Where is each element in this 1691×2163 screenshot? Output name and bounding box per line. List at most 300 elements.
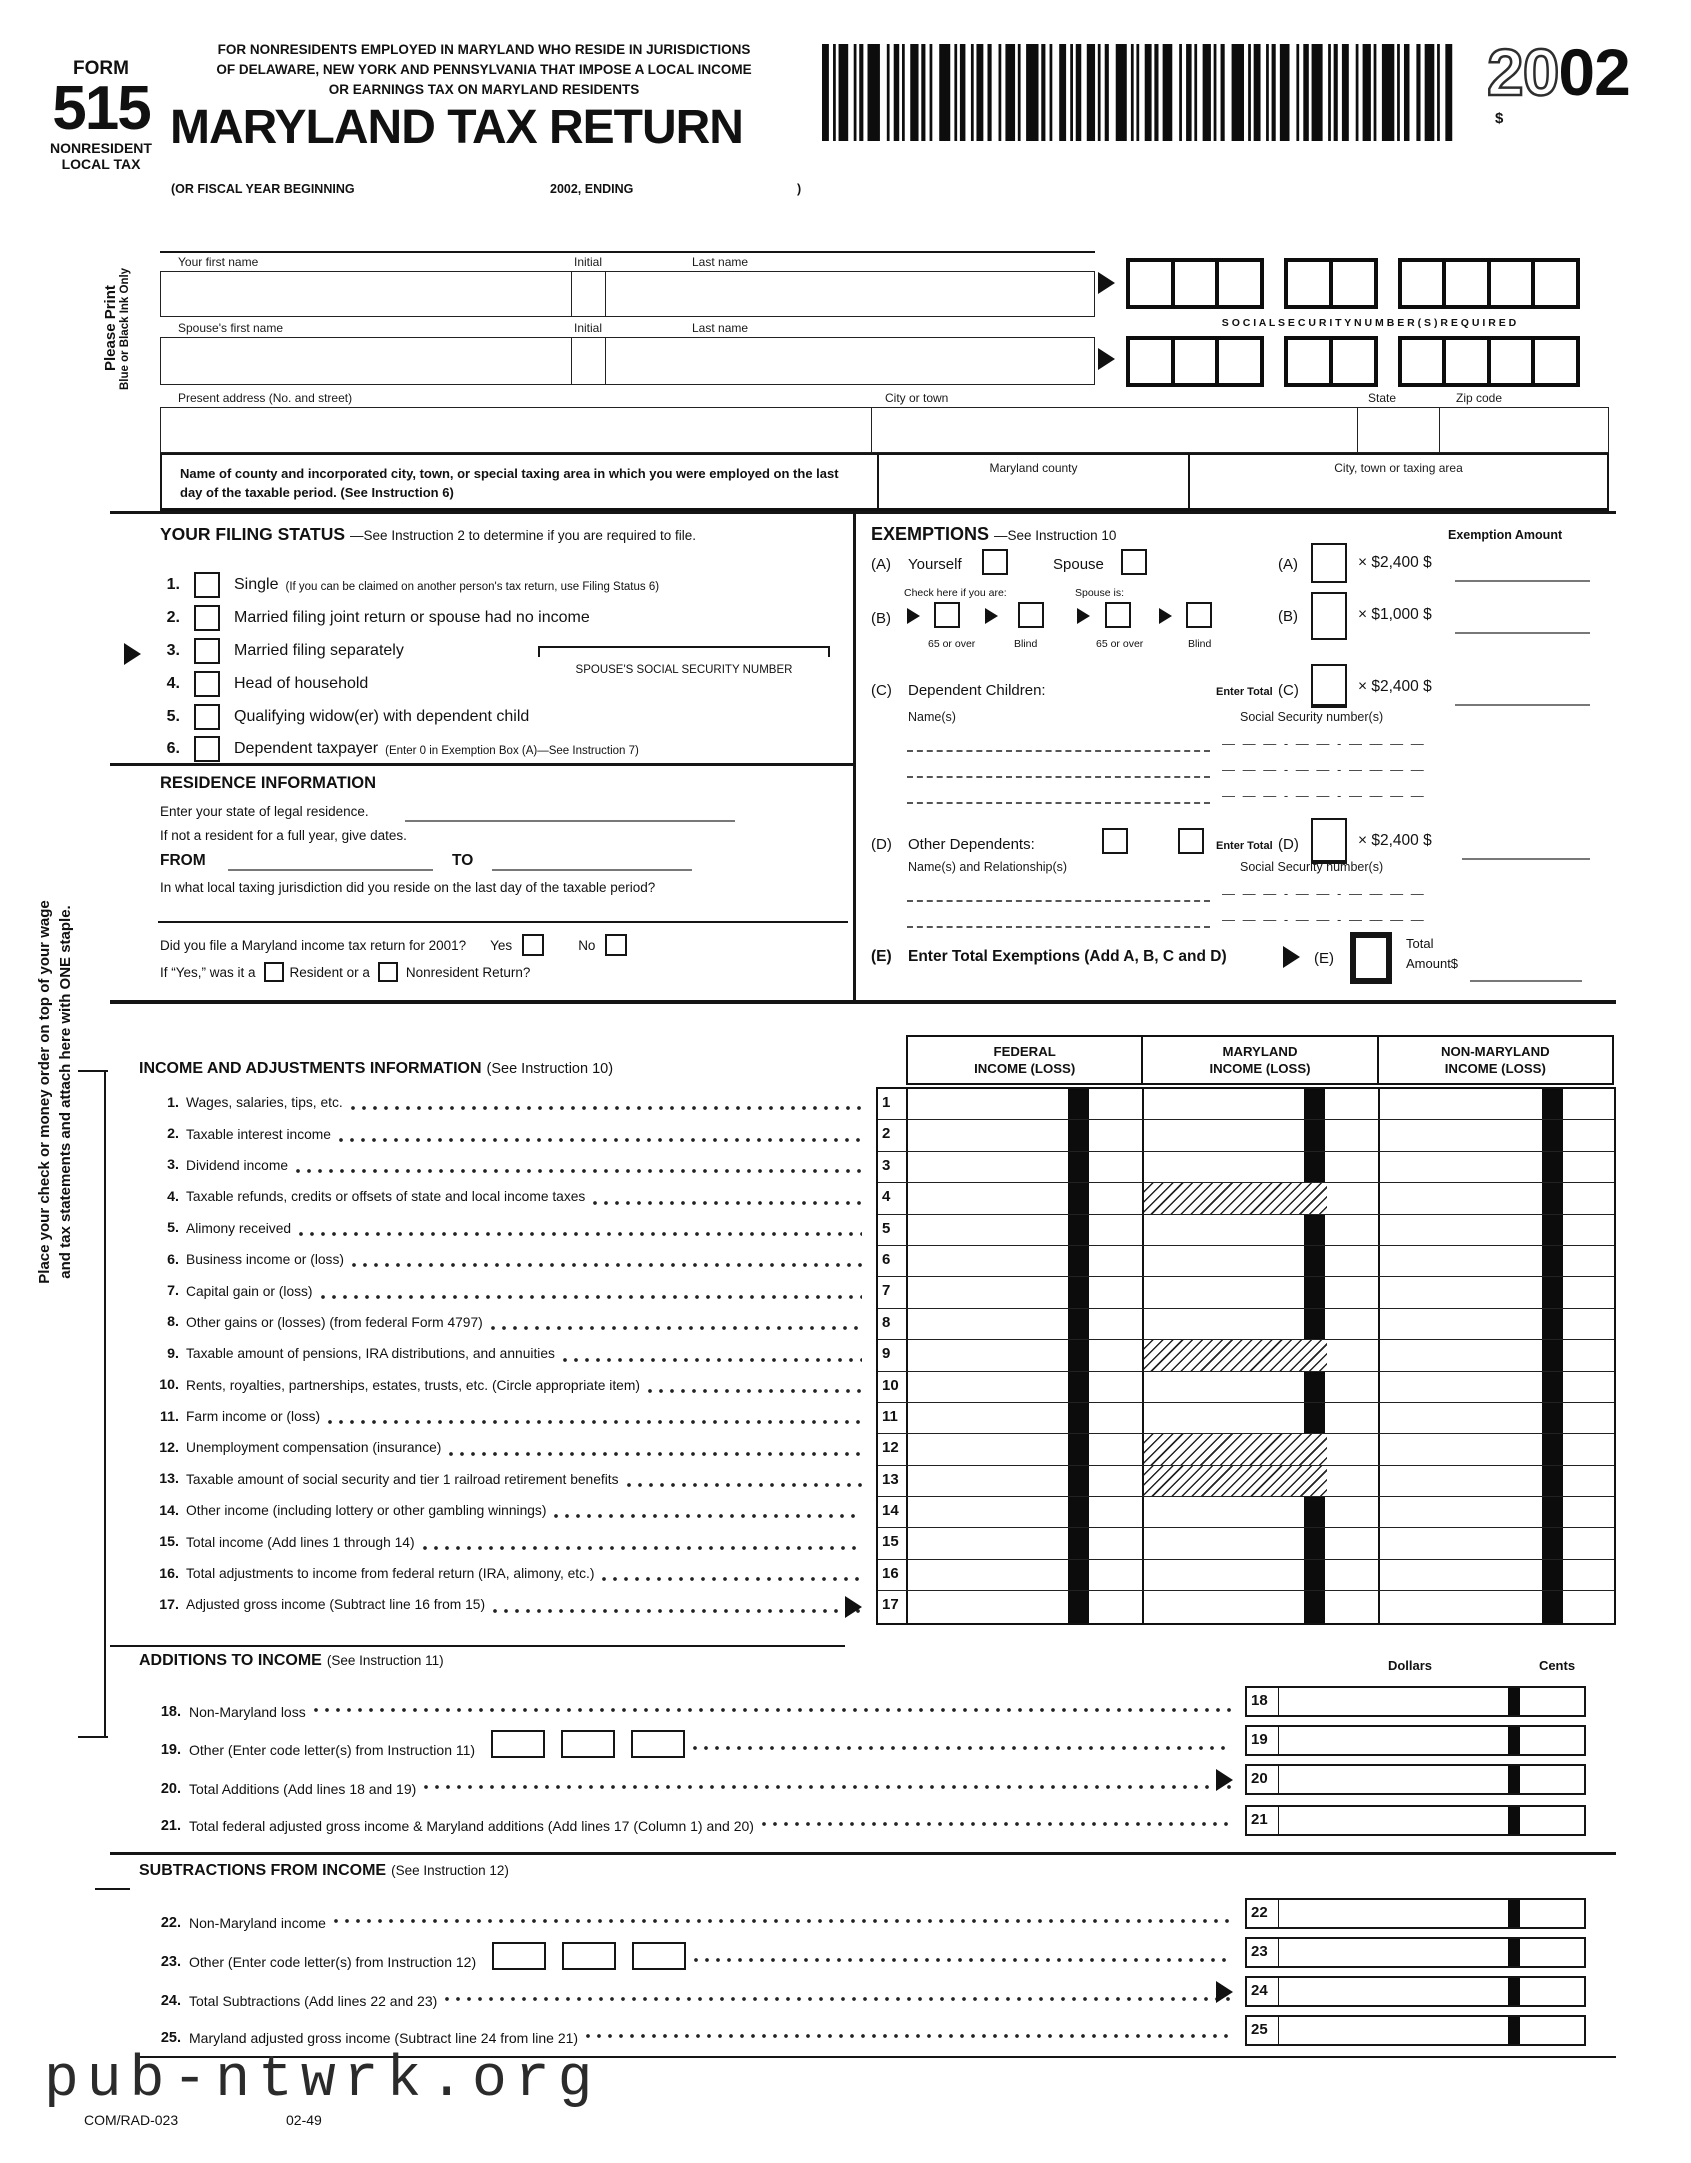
other-dependent-ssn-field[interactable]: — — — - — — - — — — — (1222, 886, 1426, 901)
dollars-field[interactable] (908, 1372, 1068, 1402)
exemptions-title-row (871, 524, 1116, 545)
filed-yes-checkbox[interactable] (522, 934, 544, 956)
dotted-leader (627, 1482, 862, 1488)
exemption-c-multiplier: × $2,400 $ (1358, 678, 1432, 695)
dollars-field[interactable] (1279, 1727, 1508, 1754)
cents-field[interactable] (1089, 1434, 1142, 1464)
ssn-digit-box-taxpayer[interactable] (1284, 258, 1333, 309)
cents-field[interactable] (1325, 1560, 1378, 1590)
exemption-d-amount-field[interactable] (1462, 840, 1590, 860)
dotted-leader (328, 1419, 862, 1425)
cents-field[interactable] (1563, 1309, 1616, 1339)
cents-field[interactable] (1327, 1340, 1380, 1370)
filed-no-checkbox[interactable] (605, 934, 627, 956)
ssn-group (1398, 258, 1581, 309)
dollars-field[interactable] (1144, 1120, 1304, 1150)
line-number: 9. (167, 1345, 179, 1362)
dollars-field[interactable] (1380, 1560, 1542, 1590)
cents-field[interactable] (1325, 1246, 1378, 1276)
filing-item-note: (If you can be claimed on another person's tax return, use Filing Status 6) (285, 581, 660, 593)
dollars-field[interactable] (1279, 1766, 1508, 1793)
other-dependent-ssn-field[interactable]: — — — - — — - — — — — (1222, 912, 1426, 927)
county-row (160, 453, 1609, 511)
cents-divider (1068, 1277, 1089, 1307)
additions-title: ADDITIONS TO INCOME (139, 1652, 322, 1669)
cents-field[interactable] (1325, 1120, 1378, 1150)
subtractions-subtitle: (See Instruction 12) (391, 1863, 509, 1878)
spouse-last-name-field[interactable] (606, 338, 1094, 384)
ssn-group (1284, 336, 1378, 387)
dollars-field[interactable] (1144, 1560, 1304, 1590)
dollars-field[interactable] (1144, 1089, 1304, 1119)
filing-item-number: 6. (166, 740, 180, 757)
filing-status-checkbox-3[interactable] (194, 638, 220, 664)
dependent-ssn-field[interactable]: — — — - — — - — — — — (1222, 788, 1426, 803)
dollars-field[interactable] (1279, 1900, 1508, 1927)
cents-field[interactable] (1089, 1120, 1142, 1150)
cents-field[interactable] (1089, 1340, 1142, 1370)
line-22-amount-row (1245, 1898, 1586, 1929)
cents-divider (1068, 1309, 1089, 1339)
spouse-name-row (160, 337, 1095, 385)
dollars-field[interactable] (908, 1120, 1068, 1150)
cents-field[interactable] (1325, 1152, 1378, 1182)
income-cell-nonmaryland (1380, 1466, 1616, 1496)
filing-status-subtitle: —See Instruction 2 to determine if you are required to file. (350, 528, 696, 543)
income-cell-maryland (1144, 1120, 1380, 1150)
legal-residence-field[interactable] (405, 804, 735, 822)
line-label: Non-Maryland loss (189, 1704, 306, 1720)
ssn-digit-box-spouse[interactable] (1171, 336, 1220, 387)
income-title: INCOME AND ADJUSTMENTS INFORMATION (139, 1060, 482, 1077)
exemption-d-count-box[interactable] (1311, 818, 1347, 864)
cents-field[interactable] (1563, 1591, 1616, 1622)
dollars-field[interactable] (1380, 1215, 1542, 1245)
line-label: Other (Enter code letter(s) from Instruction 12) (189, 1954, 477, 1970)
fiscal-close-paren: ) (797, 182, 802, 196)
state-field[interactable] (1357, 408, 1439, 452)
not-full-year-label: If not a resident for a full year, give dates. (160, 828, 407, 843)
ssn-digit-box-taxpayer[interactable] (1442, 258, 1491, 309)
cents-field[interactable] (1563, 1246, 1616, 1276)
dollars-field[interactable] (908, 1309, 1068, 1339)
you-blind-checkbox[interactable] (1018, 602, 1044, 628)
nonresident-return-label: Nonresident Return? (405, 964, 531, 980)
cents-divider (1542, 1340, 1563, 1370)
cents-field[interactable] (1089, 1183, 1142, 1213)
cents-field[interactable] (1520, 2017, 1584, 2044)
dollars-field[interactable] (908, 1528, 1068, 1558)
filing-status-checkbox-6[interactable] (194, 736, 220, 762)
dollars-field[interactable] (1144, 1528, 1304, 1558)
ssn-digit-box-spouse[interactable] (1215, 336, 1264, 387)
dollars-field[interactable] (1279, 1939, 1508, 1966)
dollars-field[interactable] (1380, 1089, 1542, 1119)
line-label: Capital gain or (loss) (186, 1283, 313, 1299)
you-65-checkbox[interactable] (934, 602, 960, 628)
ssn-digit-box-spouse[interactable] (1284, 336, 1333, 387)
spouse-checkbox[interactable] (1121, 549, 1147, 575)
cents-field[interactable] (1089, 1152, 1142, 1182)
code-letter-box[interactable] (562, 1942, 616, 1970)
dollars-field[interactable] (908, 1591, 1068, 1622)
resident-checkbox[interactable] (264, 962, 284, 982)
income-line-7 (139, 1275, 870, 1306)
cents-field[interactable] (1520, 1978, 1584, 2005)
cents-field[interactable] (1089, 1277, 1142, 1307)
cents-divider (1304, 1403, 1325, 1433)
filing-status-checkbox-5[interactable] (194, 704, 220, 730)
income-line-15 (139, 1526, 870, 1557)
exemption-e-count-box[interactable] (1350, 932, 1392, 984)
cents-field[interactable] (1089, 1497, 1142, 1527)
exemption-a-amount-field[interactable] (1455, 562, 1590, 582)
dollars-field[interactable] (1380, 1120, 1542, 1150)
dollars-field[interactable] (908, 1215, 1068, 1245)
cents-field[interactable] (1563, 1372, 1616, 1402)
spouse-first-name-label: Spouse's first name (178, 321, 284, 335)
dollars-field[interactable] (1380, 1152, 1542, 1182)
income-cell-nonmaryland (1380, 1309, 1616, 1339)
spouse-first-name-field[interactable] (161, 338, 571, 384)
income-cell-nonmaryland (1380, 1497, 1616, 1527)
cents-field[interactable] (1563, 1560, 1616, 1590)
spouse-initial-field[interactable] (571, 338, 606, 384)
income-line-16 (139, 1558, 870, 1589)
blocked-area (1144, 1434, 1327, 1464)
cents-divider (1068, 1246, 1089, 1276)
staple-note-line1: Place your check or money order on top of your wage (36, 900, 53, 1284)
cents-field[interactable] (1563, 1152, 1616, 1182)
dollars-field[interactable] (1380, 1591, 1542, 1622)
cents-divider (1542, 1246, 1563, 1276)
cents-field[interactable] (1089, 1089, 1142, 1119)
cents-divider (1068, 1183, 1089, 1213)
check-spouse-label: Spouse is: (1075, 587, 1125, 599)
cents-divider (1542, 1591, 1563, 1622)
cents-field[interactable] (1089, 1215, 1142, 1245)
legal-residence-label: Enter your state of legal residence. (160, 804, 369, 819)
cents-field[interactable] (1325, 1277, 1378, 1307)
dollars-field[interactable] (908, 1403, 1068, 1433)
jurisdiction-question: In what local taxing jurisdiction did you reside on the last day of the taxable period? (160, 880, 656, 895)
dependent-ssn-field[interactable]: — — — - — — - — — — — (1222, 762, 1426, 777)
cents-divider (1542, 1309, 1563, 1339)
dependent-name-field[interactable] (907, 754, 1210, 778)
filing-status-checkbox-4[interactable] (194, 671, 220, 697)
dollars-field[interactable] (908, 1152, 1068, 1182)
cents-field[interactable] (1325, 1497, 1378, 1527)
ssn-digit-box-taxpayer[interactable] (1126, 258, 1175, 309)
line-label: Taxable amount of social security and tier 1 railroad retirement benefits (186, 1471, 619, 1487)
income-table-row-13 (878, 1466, 1614, 1497)
ssn-digit-box-spouse[interactable] (1487, 336, 1536, 387)
dollars-field[interactable] (1279, 1807, 1508, 1834)
cents-field[interactable] (1089, 1528, 1142, 1558)
line-number: 7. (167, 1283, 179, 1300)
cents-divider (1304, 1372, 1325, 1402)
line-17-arrow-icon (845, 1596, 862, 1618)
dollars-field[interactable] (908, 1246, 1068, 1276)
line-label: Other gains or (losses) (from federal Form 4797) (186, 1314, 483, 1330)
ssn-digit-box-taxpayer[interactable] (1398, 258, 1447, 309)
dependent-name-field[interactable] (907, 780, 1210, 804)
dollars-field[interactable] (908, 1560, 1068, 1590)
zip-field[interactable] (1439, 408, 1608, 452)
spouse-label: Spouse (1053, 556, 1104, 573)
cents-field[interactable] (1520, 1900, 1584, 1927)
check-you-label: Check here if you are: (904, 587, 1007, 599)
dollars-field[interactable] (1144, 1246, 1304, 1276)
dollars-field[interactable] (1144, 1309, 1304, 1339)
dollars-field[interactable] (1144, 1372, 1304, 1402)
dollars-field[interactable] (1380, 1246, 1542, 1276)
enter-total-d-label: Enter Total (1216, 840, 1273, 852)
cents-field[interactable] (1563, 1120, 1616, 1150)
dotted-leader (493, 1608, 862, 1614)
spouse-ssn-bracket[interactable] (538, 646, 830, 659)
dependent-ssn-field[interactable]: — — — - — — - — — — — (1222, 736, 1426, 751)
filing-item-note: (Enter 0 in Exemption Box (A)—See Instruction 7) (385, 745, 639, 757)
line-number: 21. (160, 1818, 181, 1834)
cents-field[interactable] (1327, 1466, 1380, 1496)
from-date-field[interactable] (228, 852, 433, 871)
other-dependent-name-field[interactable] (907, 878, 1210, 902)
yourself-checkbox[interactable] (982, 549, 1008, 575)
other-dependents-label: Other Dependents: (908, 836, 1035, 853)
line-number: 2. (167, 1126, 179, 1143)
ssn-digit-box-spouse[interactable] (1329, 336, 1378, 387)
cents-field[interactable] (1563, 1434, 1616, 1464)
exemption-c-amount-field[interactable] (1455, 686, 1590, 706)
filing-item-number: 2. (166, 609, 180, 626)
ssn-digit-box-spouse[interactable] (1531, 336, 1580, 387)
filing-item-label: Married filing joint return or spouse had no income (234, 609, 590, 626)
line-number-box: 22 (1247, 1900, 1279, 1927)
filing-status-checkbox-1[interactable] (194, 572, 220, 598)
ssn-group (1284, 258, 1378, 309)
cents-divider (1304, 1591, 1325, 1622)
dollars-field[interactable] (1380, 1309, 1542, 1339)
dollars-field[interactable] (1380, 1277, 1542, 1307)
exemption-b-count-box[interactable] (1311, 592, 1347, 640)
income-line-1 (139, 1087, 870, 1118)
filing-status-checkbox-2[interactable] (194, 605, 220, 631)
cents-divider (1304, 1120, 1325, 1150)
cents-field[interactable] (1089, 1560, 1142, 1590)
dollars-field[interactable] (908, 1434, 1068, 1464)
cents-field[interactable] (1563, 1403, 1616, 1433)
city-or-town-label: City or town (885, 391, 949, 405)
code-letter-box[interactable] (632, 1942, 686, 1970)
cents-field[interactable] (1325, 1372, 1378, 1402)
ssn-arrow-icon (1098, 348, 1115, 370)
dollars-field[interactable] (908, 1340, 1068, 1370)
exemption-a-count-box[interactable] (1311, 543, 1347, 583)
dollars-field[interactable] (1144, 1277, 1304, 1307)
cents-field[interactable] (1327, 1183, 1380, 1213)
dollars-field[interactable] (908, 1183, 1068, 1213)
spouse-blind-checkbox[interactable] (1186, 602, 1212, 628)
dollars-field[interactable] (1380, 1183, 1542, 1213)
dollars-field[interactable] (908, 1089, 1068, 1119)
exemption-c-count-box[interactable] (1311, 664, 1347, 708)
dollars-field[interactable] (1279, 2017, 1508, 2044)
cents-divider (1068, 1403, 1089, 1433)
cents-field[interactable] (1563, 1183, 1616, 1213)
cents-field[interactable] (1520, 1939, 1584, 1966)
cents-field[interactable] (1089, 1466, 1142, 1496)
dollars-field[interactable] (1380, 1497, 1542, 1527)
cents-field[interactable] (1089, 1372, 1142, 1402)
exemption-b-amount-field[interactable] (1455, 614, 1590, 634)
first-name-field[interactable] (161, 272, 571, 316)
line-number: 14. (159, 1502, 179, 1519)
other-dependents-checkbox[interactable] (1102, 828, 1128, 854)
ssn-digit-box-spouse[interactable] (1442, 336, 1491, 387)
to-date-field[interactable] (492, 852, 692, 871)
ssn-required-label: S O C I A L S E C U R I T Y N U M B E R ( S ) R E Q U I R E D (1221, 317, 1517, 329)
ssn-digit-box-spouse[interactable] (1398, 336, 1447, 387)
income-table-row-4 (878, 1183, 1614, 1214)
maryland-county-field[interactable] (877, 455, 1188, 508)
cents-field[interactable] (1563, 1277, 1616, 1307)
blocked-area (1144, 1466, 1327, 1496)
filing-item-number: 3. (166, 642, 180, 659)
cents-field[interactable] (1327, 1434, 1380, 1464)
income-cell-nonmaryland (1380, 1403, 1616, 1433)
spouse-65-checkbox[interactable] (1105, 602, 1131, 628)
ssn-col-label-2: Social Security number(s) (1240, 860, 1384, 874)
cents-field[interactable] (1089, 1591, 1142, 1622)
cents-field[interactable] (1563, 1215, 1616, 1245)
dollars-field[interactable] (908, 1497, 1068, 1527)
staple-note (34, 880, 80, 1304)
dollars-field[interactable] (1144, 1215, 1304, 1245)
cents-field[interactable] (1520, 1727, 1584, 1754)
income-line-2 (139, 1118, 870, 1149)
code-letter-box[interactable] (631, 1730, 685, 1758)
cents-field[interactable] (1325, 1089, 1378, 1119)
cents-field[interactable] (1089, 1403, 1142, 1433)
ssn-digit-box-taxpayer[interactable] (1487, 258, 1536, 309)
total-label: Total (1406, 936, 1434, 951)
staple-mark (104, 1070, 106, 1738)
dollars-field[interactable] (1380, 1466, 1542, 1496)
you-blind-label: Blind (1014, 638, 1038, 650)
total-exemptions-label: Enter Total Exemptions (Add A, B, C and D) (908, 948, 1227, 965)
income-table-row-16 (878, 1560, 1614, 1591)
ssn-digit-box-taxpayer[interactable] (1215, 258, 1264, 309)
cents-field[interactable] (1520, 1688, 1584, 1715)
income-cell-maryland (1144, 1089, 1380, 1119)
resident-or-label: Resident or a (289, 964, 370, 980)
cents-field[interactable] (1325, 1215, 1378, 1245)
dollars-field[interactable] (1380, 1528, 1542, 1558)
cents-field[interactable] (1563, 1089, 1616, 1119)
address-field[interactable] (161, 408, 871, 452)
dollars-field[interactable] (1380, 1434, 1542, 1464)
income-cell-federal (908, 1120, 1144, 1150)
cents-field[interactable] (1520, 1807, 1584, 1834)
other-dependents-checkbox[interactable] (1178, 828, 1204, 854)
dollars-field[interactable] (1380, 1340, 1542, 1370)
line-24-label-row (139, 1981, 1240, 2009)
dollars-field[interactable] (908, 1277, 1068, 1307)
dotted-leader (351, 1105, 862, 1111)
income-line-13 (139, 1464, 870, 1495)
code-letter-box[interactable] (492, 1942, 546, 1970)
line-number-box: 5 (878, 1215, 908, 1245)
dollars-field[interactable] (1144, 1497, 1304, 1527)
exemption-total-amount-field[interactable] (1470, 962, 1582, 982)
exemptions-subtitle: —See Instruction 10 (994, 528, 1117, 543)
line-number: 6. (167, 1251, 179, 1268)
dollars-field[interactable] (1380, 1372, 1542, 1402)
nonresident-checkbox[interactable] (378, 962, 398, 982)
cents-field[interactable] (1325, 1309, 1378, 1339)
dollars-field[interactable] (1279, 1688, 1508, 1715)
cents-field[interactable] (1563, 1528, 1616, 1558)
cents-field[interactable] (1325, 1528, 1378, 1558)
cents-divider (1068, 1372, 1089, 1402)
cents-divider (1304, 1152, 1325, 1182)
staple-mark (95, 1888, 130, 1890)
ssn-group (1126, 336, 1264, 387)
dependent-name-field[interactable] (907, 728, 1210, 752)
dollars-field[interactable] (1144, 1152, 1304, 1182)
tax-year-solid: 02 (1558, 35, 1630, 109)
cents-field[interactable] (1563, 1497, 1616, 1527)
ssn-digit-box-taxpayer[interactable] (1171, 258, 1220, 309)
cents-field[interactable] (1563, 1466, 1616, 1496)
code-letter-box[interactable] (491, 1730, 545, 1758)
filing-status-3-arrow-icon (124, 643, 141, 665)
dollars-field[interactable] (1144, 1403, 1304, 1433)
ssn-digit-box-taxpayer[interactable] (1531, 258, 1580, 309)
cents-header: Cents (1538, 1658, 1576, 1673)
cents-field[interactable] (1089, 1309, 1142, 1339)
initial-field[interactable] (571, 272, 606, 316)
line-number: 18. (160, 1704, 181, 1720)
code-letter-box[interactable] (561, 1730, 615, 1758)
dollars-field[interactable] (1380, 1403, 1542, 1433)
dollars-field[interactable] (1279, 1978, 1508, 2005)
line-number-box: 15 (878, 1528, 908, 1558)
income-cell-nonmaryland (1380, 1183, 1616, 1213)
exemption-e-label: (E) (871, 948, 892, 965)
print-note (102, 256, 131, 401)
income-subtitle: (See Instruction 10) (486, 1061, 614, 1077)
dollars-field[interactable] (908, 1466, 1068, 1496)
ssn-digit-box-taxpayer[interactable] (1329, 258, 1378, 309)
last-name-field[interactable] (606, 272, 1094, 316)
income-cell-nonmaryland (1380, 1340, 1616, 1370)
other-dependent-name-field[interactable] (907, 904, 1210, 928)
dollars-field[interactable] (1144, 1591, 1304, 1622)
cents-field[interactable] (1563, 1340, 1616, 1370)
line-label: Total adjustments to income from federal return (IRA, alimony, etc.) (186, 1566, 595, 1582)
line-label: Non-Maryland income (189, 1915, 326, 1931)
city-field[interactable] (871, 408, 1357, 452)
cents-field[interactable] (1089, 1246, 1142, 1276)
ssn-digit-box-spouse[interactable] (1126, 336, 1175, 387)
cents-field[interactable] (1325, 1591, 1378, 1622)
non-maryland-column-header: NON-MARYLAND INCOME (LOSS) (1440, 1043, 1550, 1076)
taxing-area-field[interactable] (1188, 455, 1607, 508)
cents-field[interactable] (1325, 1403, 1378, 1433)
cents-field[interactable] (1520, 1766, 1584, 1793)
